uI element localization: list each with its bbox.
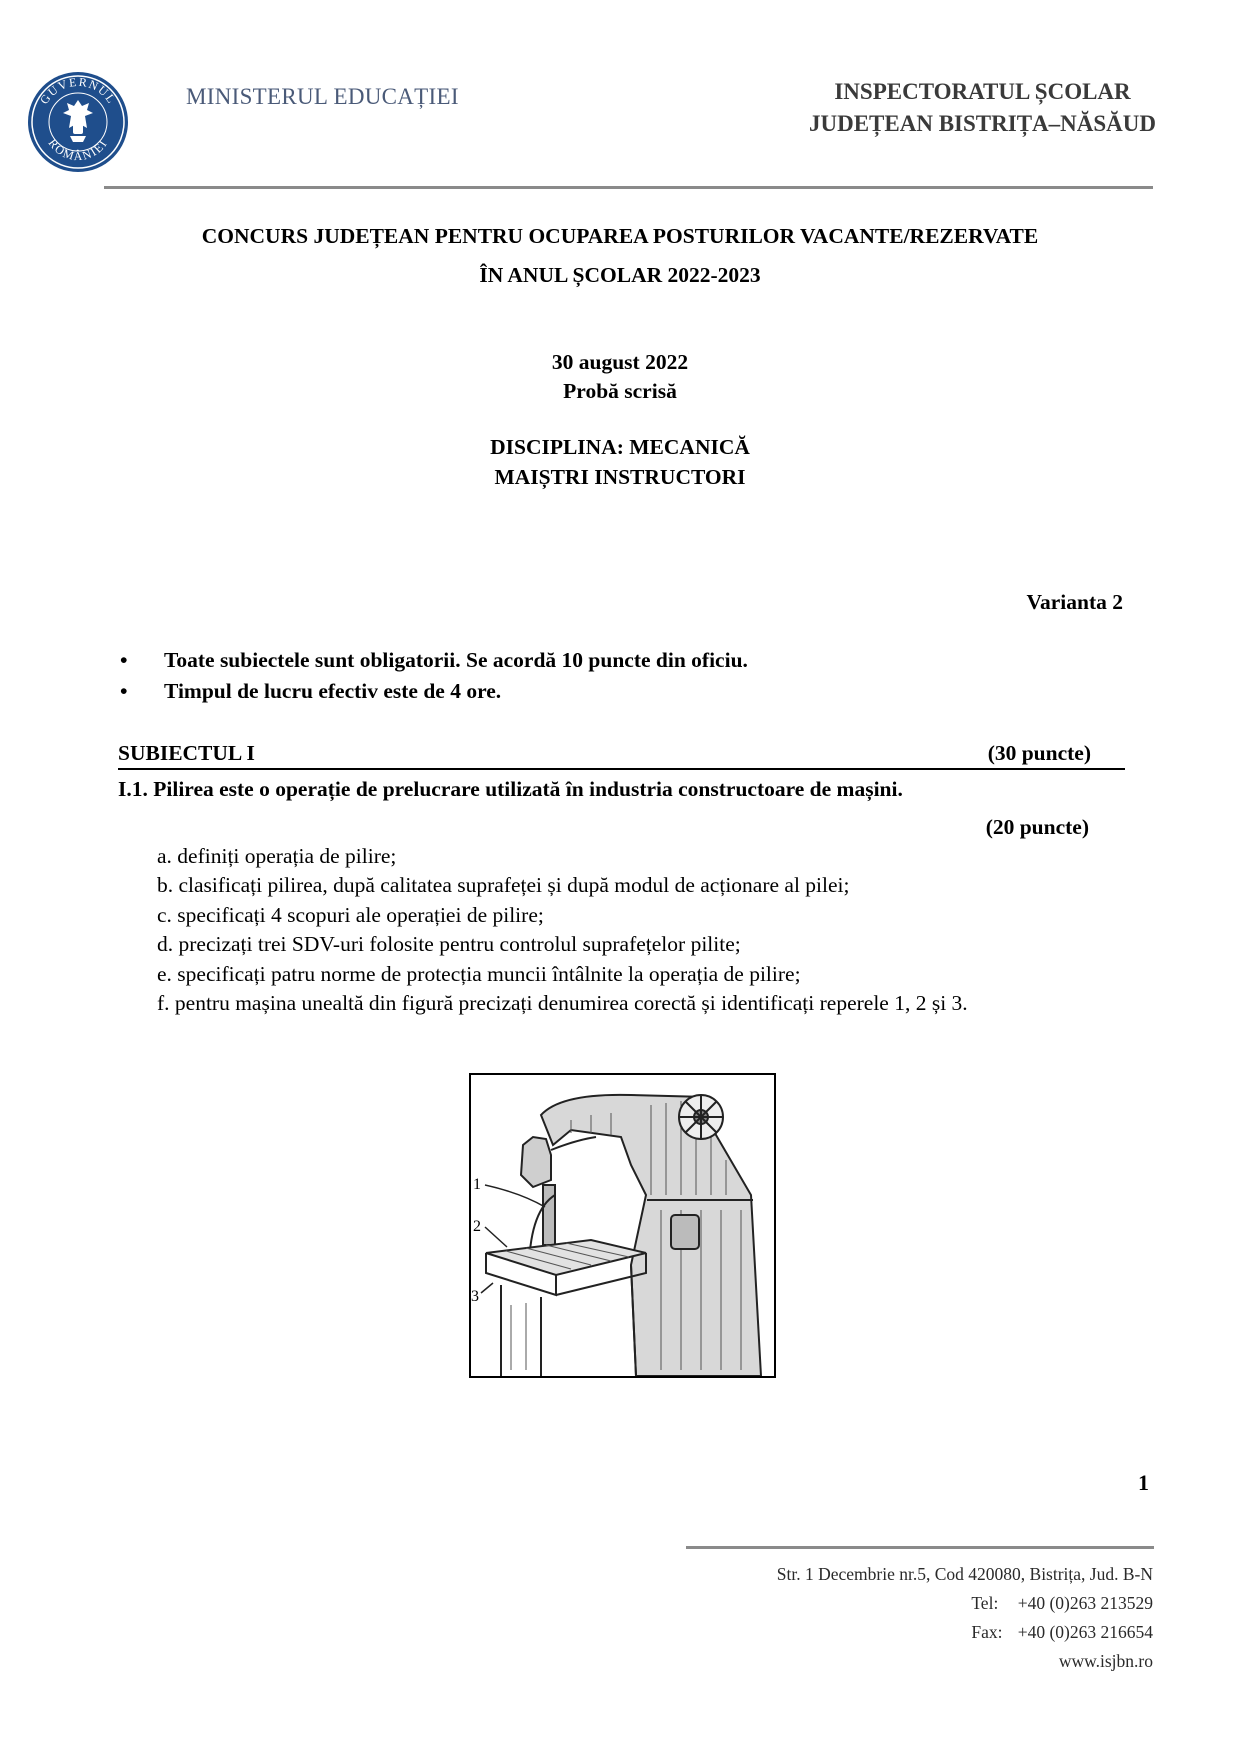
footer-website: www.isjbn.ro (1058, 1651, 1153, 1671)
svg-text:GUVERNUL: GUVERNUL (36, 74, 120, 107)
footer-divider (686, 1546, 1154, 1549)
discipline: DISCIPLINA: MECANICĂ (490, 435, 750, 459)
instruction-text: Timpul de lucru efectiv este de 4 ore. (164, 679, 502, 703)
tel-label: Tel: (971, 1593, 999, 1613)
contest-title-line-2: ÎN ANUL ȘCOLAR 2022-2023 (479, 263, 761, 287)
fax-value: +40 (0)263 216654 (1017, 1622, 1153, 1642)
subject-heading (118, 741, 1125, 770)
exam-type: Probă scrisă (563, 379, 677, 403)
question-item-e: e. specificați patru norme de protecția muncii întâlnite la operația de pilire; (157, 961, 801, 986)
contest-title-line-1: CONCURS JUDEȚEAN PENTRU OCUPAREA POSTURILOR VACANTE/REZERVATE (201, 224, 1039, 248)
footer-address: Str. 1 Decembrie nr.5, Cod 420080, Bistrița, Jud. B-N (776, 1564, 1153, 1584)
instruction-text: Toate subiectele sunt obligatorii. Se acordă 10 puncte din oficiu. (164, 648, 748, 672)
figure-label-1: 1 (473, 1176, 481, 1193)
page-number: 1 (1138, 1470, 1149, 1495)
bullet-icon: • (120, 648, 128, 672)
exam-date: 30 august 2022 (551, 350, 689, 374)
question-item-c: c. specificați 4 scopuri ale operației de pilire; (157, 902, 544, 927)
footer-tel (777, 1589, 1153, 1618)
ministry-name: MINISTERUL EDUCAȚIEI (186, 84, 459, 109)
svg-text:ROMÂNIEI: ROMÂNIEI (45, 136, 111, 164)
subject-points: (30 puncte) (987, 741, 1091, 765)
subject-title: SUBIECTUL I (118, 741, 255, 765)
question-points: (20 puncte) (985, 815, 1089, 839)
inspectorate-name (809, 76, 1156, 140)
instruction-item (120, 676, 748, 707)
instruction-item (120, 645, 748, 676)
question-item-b: b. clasificați pilirea, după calitatea suprafeței și după modul de acționare al pilei; (157, 873, 850, 898)
question-item-a: a. definiți operația de pilire; (157, 844, 397, 868)
audience: MAIȘTRI INSTRUCTORI (494, 465, 746, 489)
instructions-list (120, 645, 748, 707)
question-item-d: d. precizați trei SDV-uri folosite pentru controlul suprafețelor pilite; (157, 932, 741, 957)
inspectorate-line-2: JUDEȚEAN BISTRIȚA–NĂSĂUD (809, 111, 1156, 136)
drilling-machine-illustration (471, 1075, 774, 1376)
inspectorate-line-1: INSPECTORATUL ȘCOLAR (834, 79, 1131, 104)
fax-label: Fax: (971, 1622, 1003, 1642)
question-text: I.1. Pilirea este o operație de prelucrare utilizată în industria constructoare de mașini. (118, 777, 903, 801)
footer-fax (777, 1618, 1153, 1647)
footer-contact (777, 1560, 1153, 1676)
bullet-icon: • (120, 679, 128, 703)
government-seal-logo (26, 70, 130, 174)
drilling-machine-figure (469, 1073, 776, 1378)
tel-value: +40 (0)263 213529 (1017, 1593, 1153, 1613)
figure-label-2: 2 (473, 1218, 481, 1235)
header-divider (104, 186, 1153, 189)
question-item-f: f. pentru mașina unealtă din figură precizați denumirea corectă și identificați reperele 1, 2 și 3. (157, 991, 968, 1016)
variant-label: Varianta 2 (1026, 590, 1123, 614)
figure-label-3: 3 (471, 1288, 479, 1305)
question-items (157, 842, 968, 1018)
